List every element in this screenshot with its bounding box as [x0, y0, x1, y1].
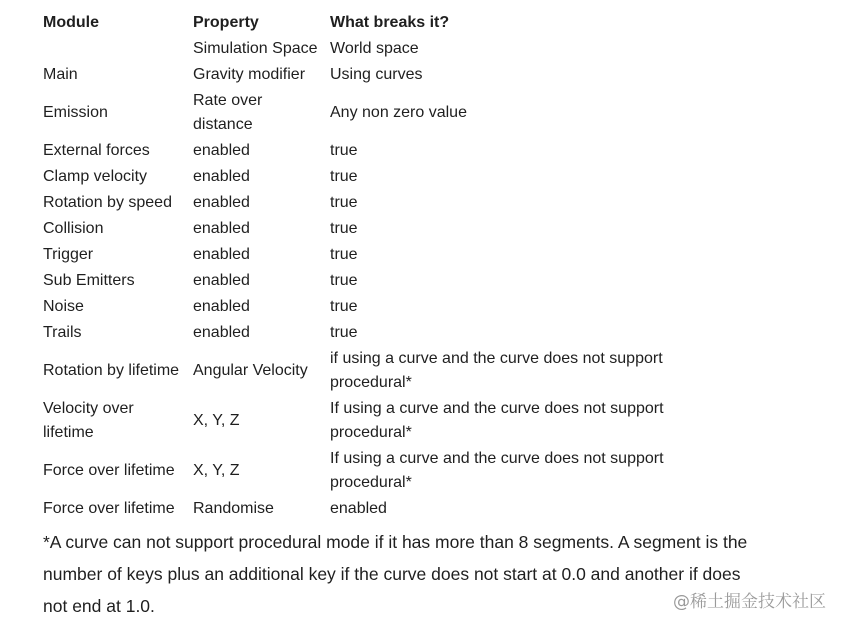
cell-property: enabled	[193, 142, 250, 159]
cell-module: External forces	[43, 142, 150, 159]
cell-module: Main	[43, 66, 78, 83]
cell-property: X, Y, Z	[193, 412, 240, 429]
table-row	[40, 138, 699, 164]
cell-breaks: true	[330, 220, 358, 237]
cell-property: enabled	[193, 324, 250, 341]
table-row	[40, 320, 699, 346]
cell-breaks: true	[330, 298, 358, 315]
cell-breaks: enabled	[330, 500, 387, 517]
table-row	[40, 496, 699, 522]
cell-property: Rate over distance	[193, 92, 263, 133]
table-row	[40, 62, 699, 88]
cell-breaks: true	[330, 272, 358, 289]
table-header-row	[40, 10, 699, 36]
table-row	[40, 268, 699, 294]
cell-module: Emission	[43, 104, 108, 121]
cell-module: Trigger	[43, 246, 94, 263]
cell-module: Trails	[43, 324, 82, 341]
document-body	[40, 10, 800, 622]
table-row	[40, 88, 699, 138]
cell-property: Randomise	[193, 500, 274, 517]
table-row	[40, 190, 699, 216]
cell-property: Gravity modifier	[193, 66, 306, 83]
cell-property: enabled	[193, 194, 250, 211]
header-what-breaks: What breaks it?	[330, 14, 450, 31]
table-row	[40, 396, 699, 446]
cell-breaks: true	[330, 168, 358, 185]
table-row	[40, 164, 699, 190]
footnote: *A curve can not support procedural mode if it has more than 8 segments. A segment is the number of keys plus an additional key if the curve does not start at 0.0 and another if does not end at 1.0.	[43, 532, 748, 616]
cell-breaks: If using a curve and the curve does not support procedural*	[330, 400, 664, 441]
cell-module: Force over lifetime	[43, 462, 175, 479]
table-row	[40, 346, 699, 396]
cell-module: Collision	[43, 220, 104, 237]
table-row	[40, 242, 699, 268]
module-table	[40, 10, 699, 522]
cell-breaks: Using curves	[330, 66, 423, 83]
cell-property: Simulation Space	[193, 40, 318, 57]
cell-breaks: true	[330, 246, 358, 263]
cell-breaks: true	[330, 142, 358, 159]
cell-property: enabled	[193, 168, 250, 185]
cell-breaks: true	[330, 194, 358, 211]
table-body	[40, 36, 699, 522]
header-module: Module	[43, 14, 99, 31]
table-row	[40, 294, 699, 320]
cell-module	[40, 36, 190, 62]
table-row	[40, 216, 699, 242]
table-row	[40, 446, 699, 496]
cell-property: Angular Velocity	[193, 362, 308, 379]
cell-breaks: World space	[330, 40, 419, 57]
cell-module: Noise	[43, 298, 84, 315]
header-property: Property	[193, 14, 259, 31]
watermark: @稀土掘金技术社区	[673, 592, 826, 612]
cell-module: Rotation by lifetime	[43, 362, 180, 379]
cell-property: enabled	[193, 272, 250, 289]
cell-module: Rotation by speed	[43, 194, 172, 211]
cell-module: Force over lifetime	[43, 500, 175, 517]
cell-breaks: true	[330, 324, 358, 341]
cell-module: Clamp velocity	[43, 168, 148, 185]
cell-breaks: if using a curve and the curve does not support procedural*	[330, 350, 663, 391]
cell-module: Sub Emitters	[43, 272, 135, 289]
cell-breaks: Any non zero value	[330, 104, 467, 121]
cell-breaks: If using a curve and the curve does not support procedural*	[330, 450, 664, 491]
table-row	[40, 36, 699, 62]
cell-module: Velocity over lifetime	[43, 400, 134, 441]
cell-property: enabled	[193, 246, 250, 263]
cell-property: enabled	[193, 220, 250, 237]
cell-property: enabled	[193, 298, 250, 315]
cell-property: X, Y, Z	[193, 462, 240, 479]
